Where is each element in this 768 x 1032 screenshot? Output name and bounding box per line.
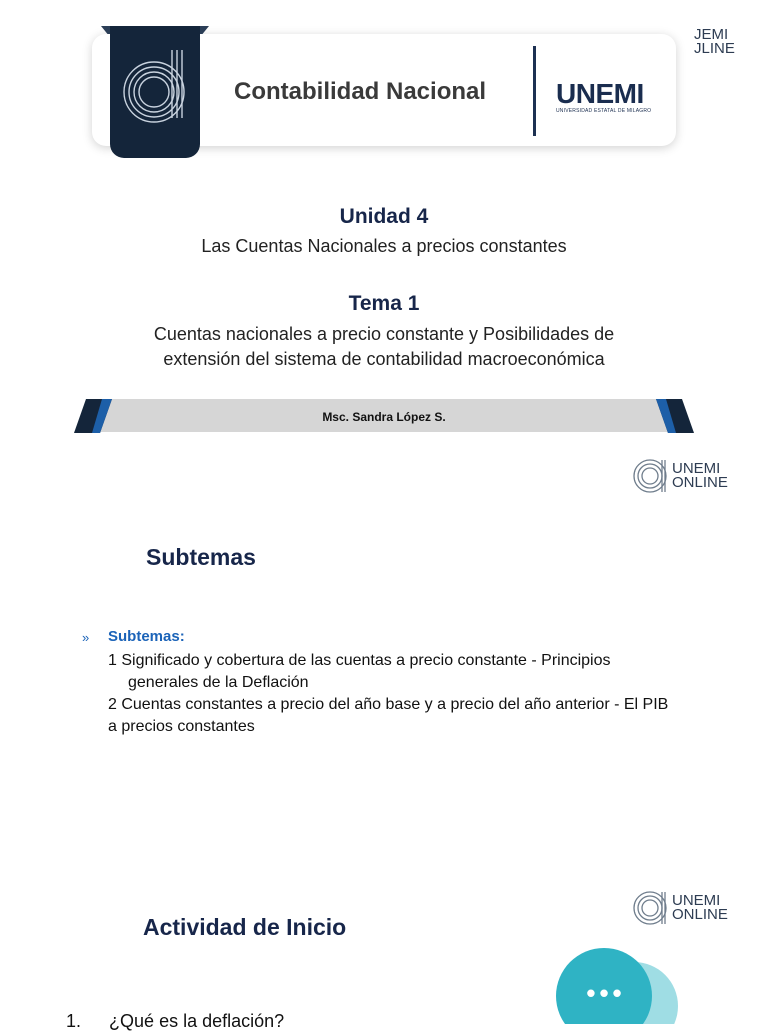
unemi-logo: UNEMI xyxy=(556,78,644,109)
online-logo-icon xyxy=(632,888,670,928)
subtopics-title: Subtemas xyxy=(146,544,256,570)
course-badge xyxy=(110,26,200,158)
online-logo-partial: JEMI JLINE xyxy=(694,26,735,57)
author-name: Msc. Sandra López S. xyxy=(322,410,446,424)
question-item: 1. ¿Qué es la deflación? xyxy=(66,1011,285,1031)
course-title: Contabilidad Nacional xyxy=(234,78,487,105)
online-logo-icon xyxy=(632,456,670,496)
bullet-marker: » xyxy=(82,630,90,645)
brand-mark-icon xyxy=(110,26,200,158)
topic-heading: Tema 1 xyxy=(348,292,420,315)
online-logo: UNEMI ONLINE xyxy=(632,888,752,928)
unit-title: Las Cuentas Nacionales a precios constantes xyxy=(201,236,567,256)
topic-title: Cuentas nacionales a precio constante y Posibilidades de extensión del sistema de contabilidad macroeconómica xyxy=(153,324,615,369)
title-divider xyxy=(533,46,536,136)
unit-heading: Unidad 4 xyxy=(339,205,429,228)
activity-title: Actividad de Inicio xyxy=(143,914,347,940)
chat-dots: ••• xyxy=(586,978,626,1008)
unemi-logo-subtitle: UNIVERSIDAD ESTATAL DE MILAGRO xyxy=(556,108,652,114)
online-logo: UNEMI ONLINE xyxy=(632,456,752,496)
subtopics-label: Subtemas: xyxy=(108,628,185,645)
subtopics-list: 1 Significado y cobertura de las cuentas a precio constante - Principios generales de la Deflación 2 Cuentas constantes a precio del año base y a precio del año anterior - El PIB a precios constantes xyxy=(108,652,669,735)
